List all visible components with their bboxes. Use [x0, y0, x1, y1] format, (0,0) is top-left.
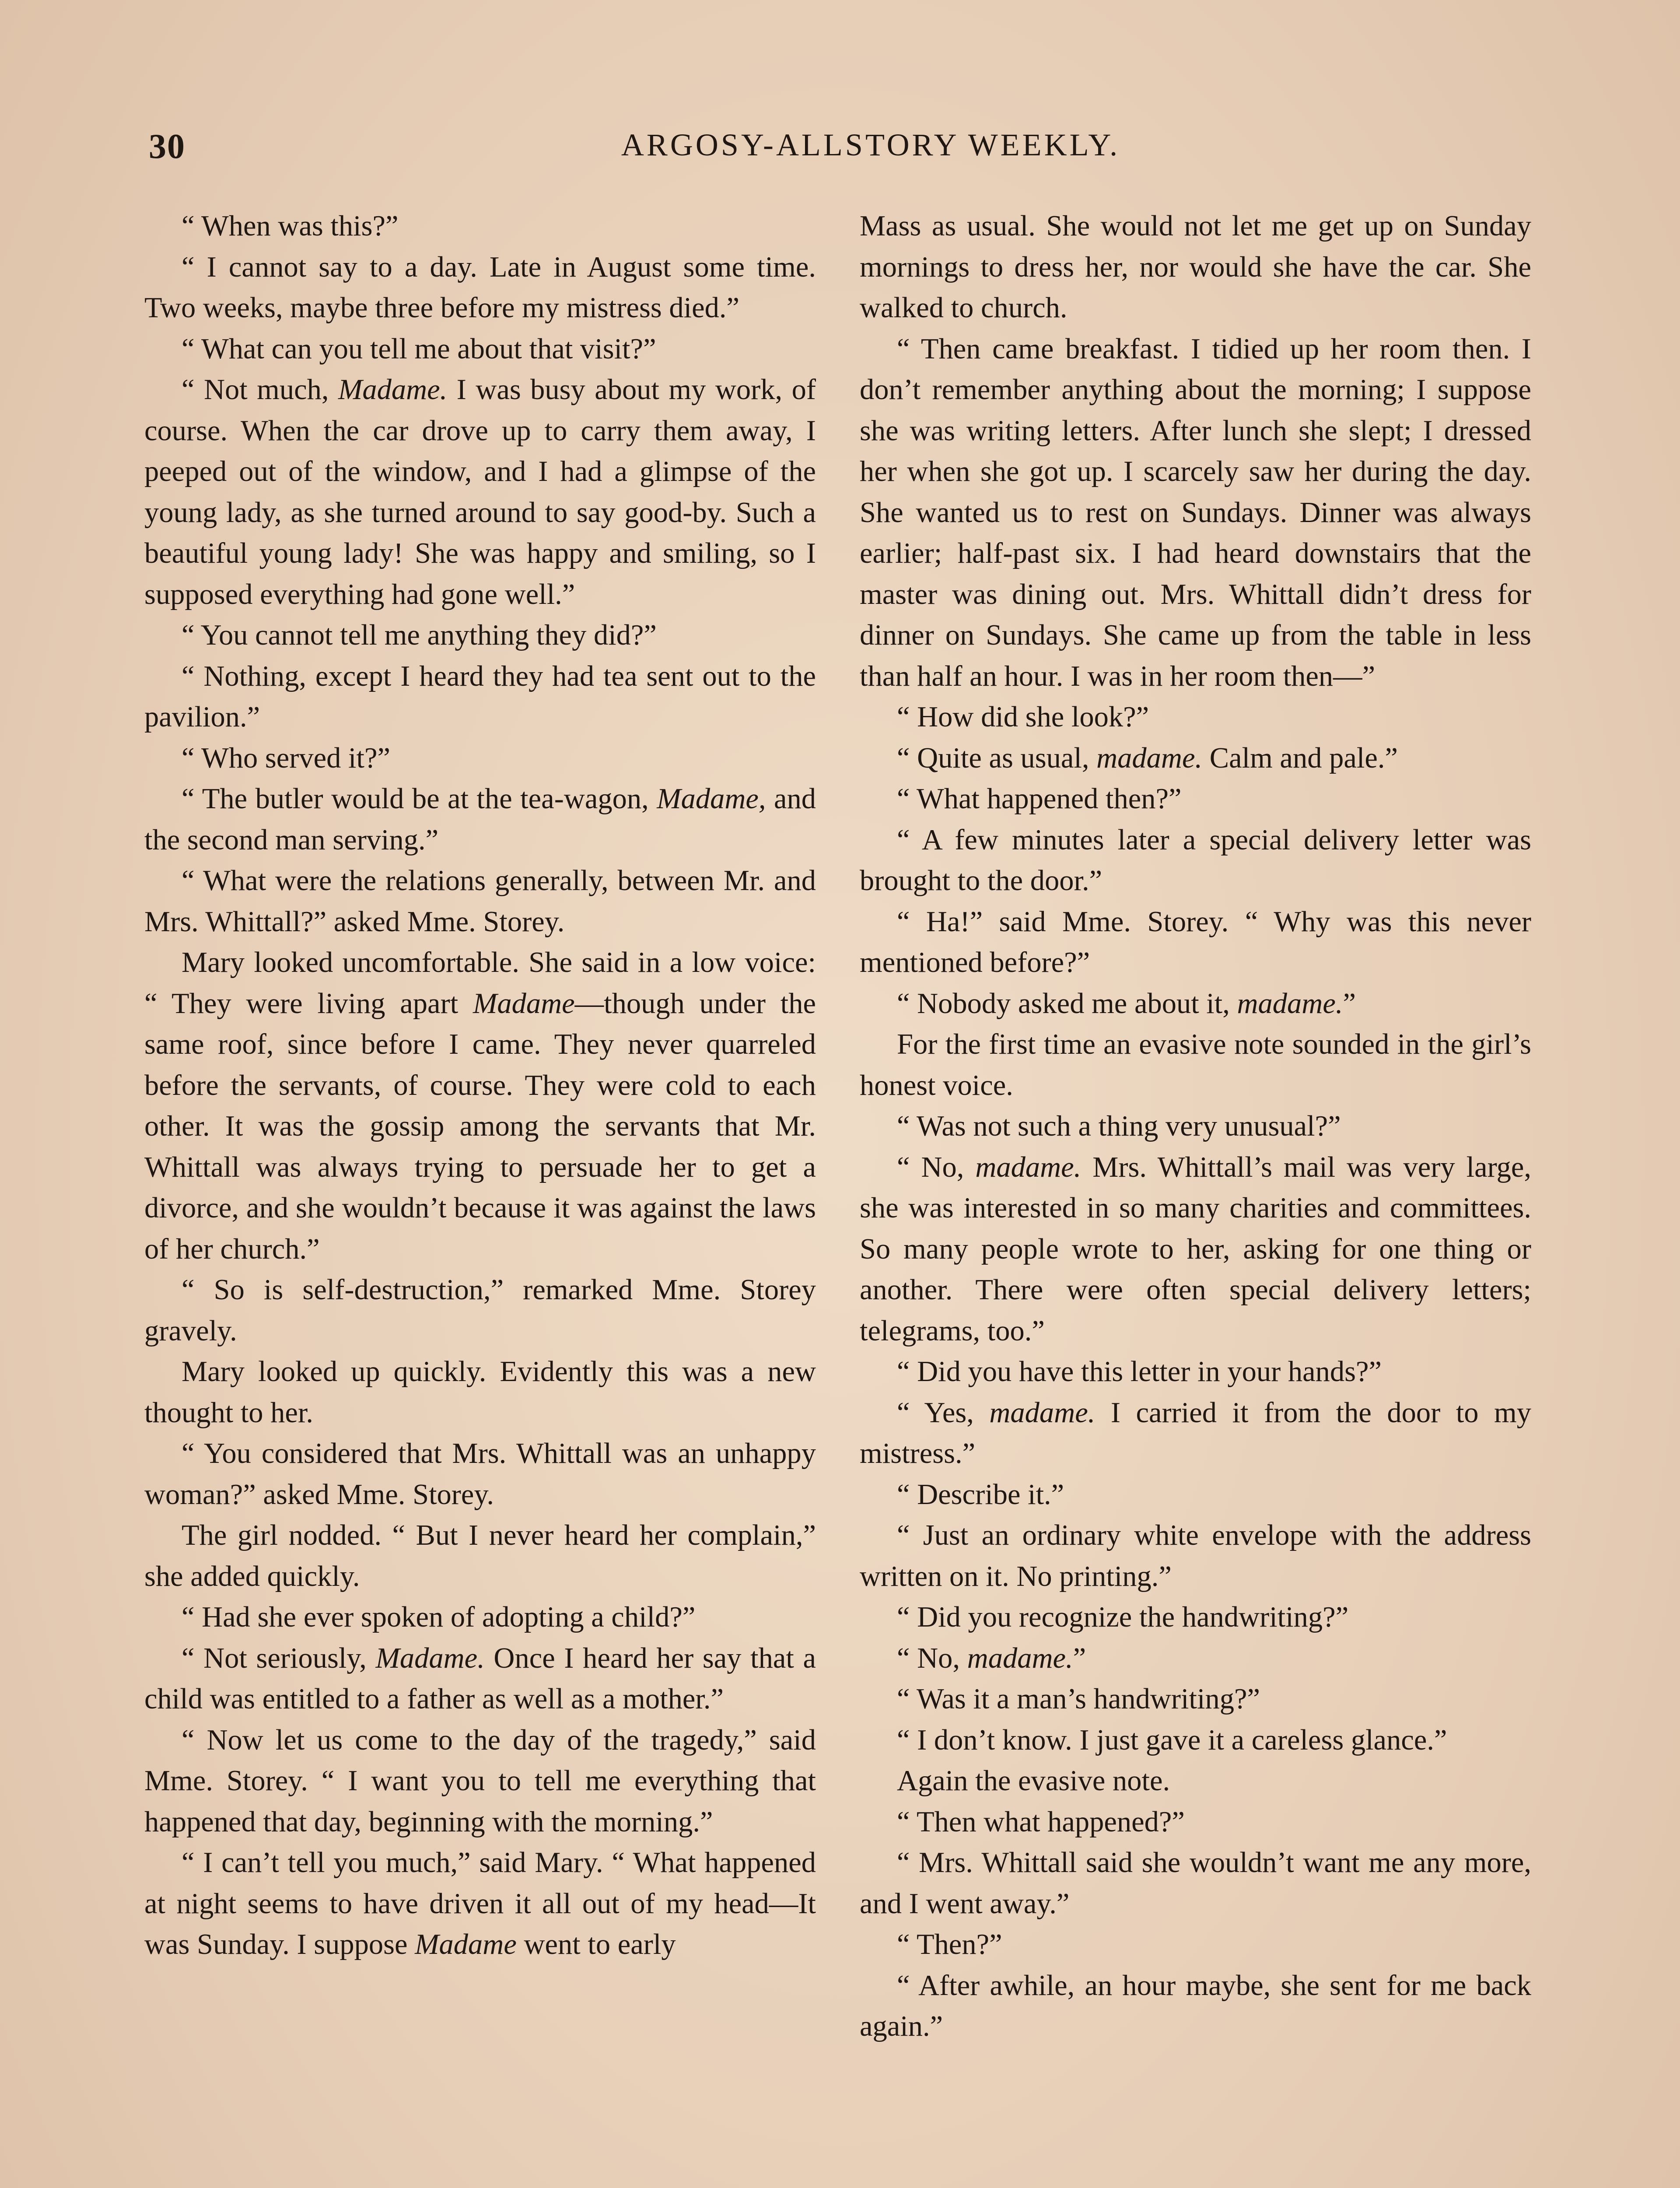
paragraph: “ No, madame.”	[897, 1642, 1086, 1674]
paragraph: “ Not seriously, Madame. Once I heard her say that a child was entitled to a father as well as a mother.”	[144, 1642, 816, 1715]
paragraph: “ Now let us come to the day of the tragedy,” said Mme. Storey. “ I want you to tell me everything that happened that day, beginning with the morning.”	[144, 1724, 816, 1838]
paragraph: “ Yes, madame. I carried it from the door to my mistress.”	[860, 1396, 1531, 1469]
paragraph: “ Was it a man’s handwriting?”	[897, 1683, 1260, 1715]
paragraph: The girl nodded. “ But I never heard her complain,” she added quickly.	[144, 1519, 816, 1592]
paragraph: “ Who served it?”	[182, 742, 390, 774]
right-text-column	[860, 206, 1531, 2047]
paragraph: “ When was this?”	[182, 210, 399, 242]
paragraph: “ You considered that Mrs. Whittall was an unhappy woman?” asked Mme. Storey.	[144, 1438, 816, 1511]
left-text-column	[144, 206, 816, 1965]
paragraph: “ Not much, Madame. I was busy about my work, of course. When the car drove up to carry them away, I peeped out of the window, and I had a glimpse of the young lady, as she turned around to say good-by. Such a beautiful young lady! She was happy and smiling, so I supposed everything had gone well.”	[144, 374, 816, 610]
paragraph: “ Then?”	[897, 1929, 1002, 1960]
paragraph: “ I cannot say to a day. Late in August some time. Two weeks, maybe three before my mistress died.”	[144, 251, 816, 324]
paragraph: “ Then came breakfast. I tidied up her room then. I don’t remember anything about the morning; I suppose she was writing letters. After lunch she slept; I dressed her when she got up. I scarcely saw her during the day. She wanted us to rest on Sundays. Dinner was always earlier; half-past six. I had heard downstairs that the master was dining out. Mrs. Whittall didn’t dress for dinner on Sundays. She came up from the table in less than half an hour. I was in her room then—”	[860, 333, 1531, 692]
running-head: ARGOSY-ALLSTORY WEEKLY.	[621, 127, 1120, 162]
paragraph: “ Describe it.”	[897, 1478, 1064, 1511]
paragraph: Mary looked up quickly. Evidently this was a new thought to her.	[144, 1356, 816, 1429]
paragraph: “ Quite as usual, madame. Calm and pale.”	[897, 742, 1398, 774]
paragraph: “ Then what happened?”	[897, 1806, 1185, 1838]
paragraph: “ Just an ordinary white envelope with the address written on it. No printing.”	[860, 1519, 1531, 1592]
paragraph: “ You cannot tell me anything they did?”	[182, 619, 657, 651]
page-number: 30	[149, 127, 186, 166]
paragraph: “ Was not such a thing very unusual?”	[897, 1110, 1341, 1142]
paragraph: “ What can you tell me about that visit?”	[182, 333, 656, 365]
paragraph: “ Nobody asked me about it, madame.”	[897, 987, 1356, 1020]
paragraph: Mass as usual. She would not let me get up on Sunday mornings to dress her, nor would she have the car. She walked to church.	[860, 210, 1531, 324]
paragraph: “ What happened then?”	[897, 783, 1182, 815]
paragraph: “ Did you recognize the handwriting?”	[897, 1601, 1349, 1633]
paragraph: “ Mrs. Whittall said she wouldn’t want me any more, and I went away.”	[860, 1847, 1531, 1920]
paragraph: “ I can’t tell you much,” said Mary. “ What happened at night seems to have driven it all out of my head—It was Sunday. I suppose Madame went to early	[144, 1847, 816, 1960]
paragraph: “ After awhile, an hour maybe, she sent for me back again.”	[860, 1969, 1531, 2042]
paragraph: Mary looked uncomfortable. She said in a low voice: “ They were living apart Madame—though under the same roof, since before I came. They never quarreled before the servants, of course. They were cold to each other. It was the gossip among the servants that Mr. Whittall was always trying to persuade her to get a divorce, and she wouldn’t because it was against the laws of her church.”	[144, 947, 816, 1265]
paragraph: For the first time an evasive note sounded in the girl’s honest voice.	[860, 1028, 1531, 1101]
paragraph: Again the evasive note.	[897, 1765, 1170, 1797]
paragraph: “ Ha!” said Mme. Storey. “ Why was this never mentioned before?”	[860, 905, 1531, 978]
paragraph: “ A few minutes later a special delivery letter was brought to the door.”	[860, 824, 1531, 897]
paragraph: “ Had she ever spoken of adopting a child?”	[182, 1601, 696, 1633]
paragraph: “ What were the relations generally, between Mr. and Mrs. Whittall?” asked Mme. Storey.	[144, 865, 816, 938]
paragraph: “ How did she look?”	[897, 701, 1149, 733]
paragraph: “ Nothing, except I heard they had tea sent out to the pavilion.”	[144, 660, 816, 733]
paragraph: “ The butler would be at the tea-wagon, Madame, and the second man serving.”	[144, 783, 816, 856]
paragraph: “ So is self-destruction,” remarked Mme. Storey gravely.	[144, 1274, 816, 1347]
paragraph: “ No, madame. Mrs. Whittall’s mail was very large, she was interested in so many charities and committees. So many people wrote to her, asking for one thing or another. There were often special delivery letters; telegrams, too.”	[860, 1151, 1531, 1347]
page-header	[0, 127, 1680, 175]
paragraph: “ I don’t know. I just gave it a careless glance.”	[897, 1724, 1447, 1756]
paragraph: “ Did you have this letter in your hands?”	[897, 1356, 1382, 1388]
